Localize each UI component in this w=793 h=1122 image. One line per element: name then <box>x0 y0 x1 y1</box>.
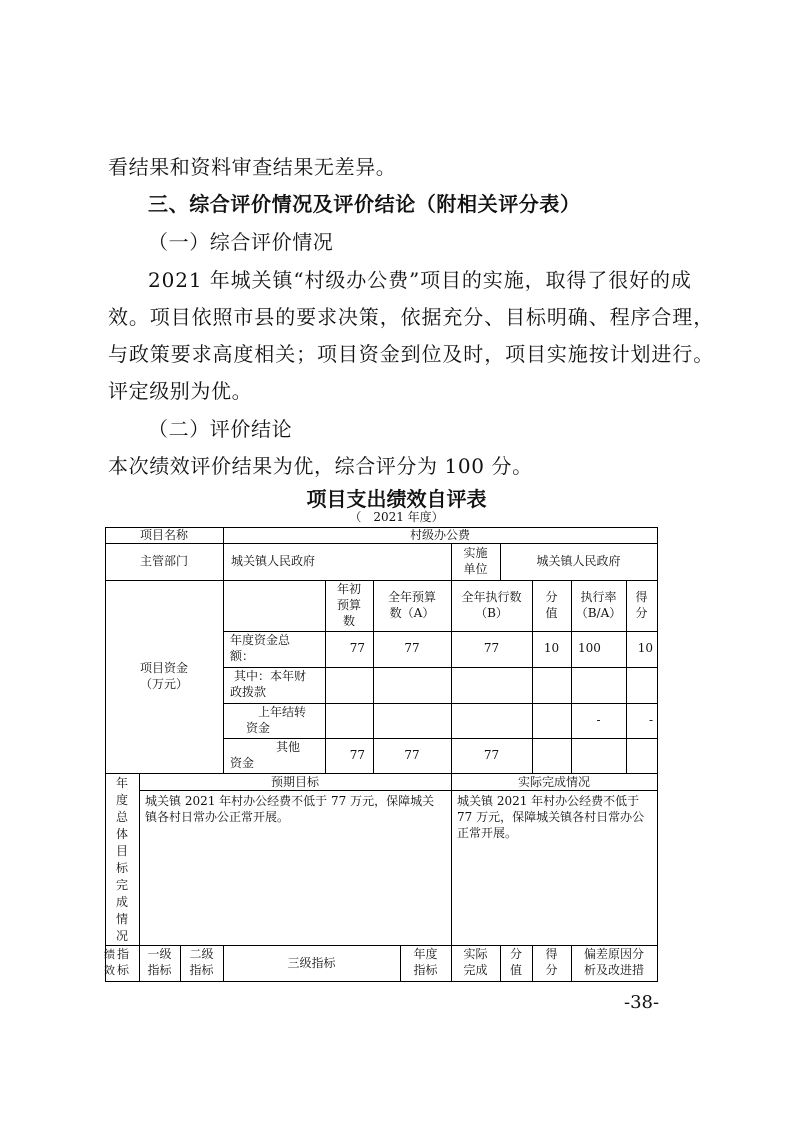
dept-value: 城关镇人民政府 <box>231 554 316 568</box>
section-heading: 三、综合评价情况及评价结论（附相关评分表） <box>148 192 581 216</box>
impl-label-2: 单位 <box>463 562 488 576</box>
project-name-label: 项目名称 <box>139 528 188 542</box>
paragraph-line: 2021 年城关镇“村级办公费”项目的实施，取得了很好的成 <box>148 268 692 292</box>
subsection-heading-1: （一）综合评价情况 <box>148 230 334 254</box>
funds-label-2: （万元） <box>139 677 188 691</box>
perf-label-partial: 绩 <box>104 948 115 961</box>
subsection-heading-2: （二）评价结论 <box>148 417 293 441</box>
table-title: 项目支出绩效自评表 <box>306 487 487 511</box>
actual-completion-header: 实际完成情况 <box>517 775 590 789</box>
impl-value: 城关镇人民政府 <box>536 554 621 568</box>
dept-label: 主管部门 <box>139 554 188 568</box>
conclusion-paragraph: 本次绩效评价结果为优，综合评分为 100 分。 <box>108 454 533 478</box>
page-number: -38- <box>624 992 660 1013</box>
funds-label-1: 项目资金 <box>139 661 188 675</box>
project-name-value: 村级办公费 <box>409 528 470 542</box>
impl-label-1: 实施 <box>463 546 488 560</box>
paragraph-line: 评定级别为优。 <box>108 379 253 403</box>
paragraph-line: 与政策要求高度相关；项目资金到位及时，项目实施按计划进行。 <box>108 342 715 366</box>
perf-label-partial: 效 <box>104 964 115 977</box>
expected-goal-header: 预期目标 <box>270 775 319 789</box>
paragraph-continuation: 看结果和资料审查结果无差异。 <box>108 155 397 179</box>
paragraph-line: 效。项目依照市县的要求决策，依据充分、目标明确、程序合理， <box>108 305 715 329</box>
table-subtitle: （ 2021 年度） <box>349 510 444 524</box>
